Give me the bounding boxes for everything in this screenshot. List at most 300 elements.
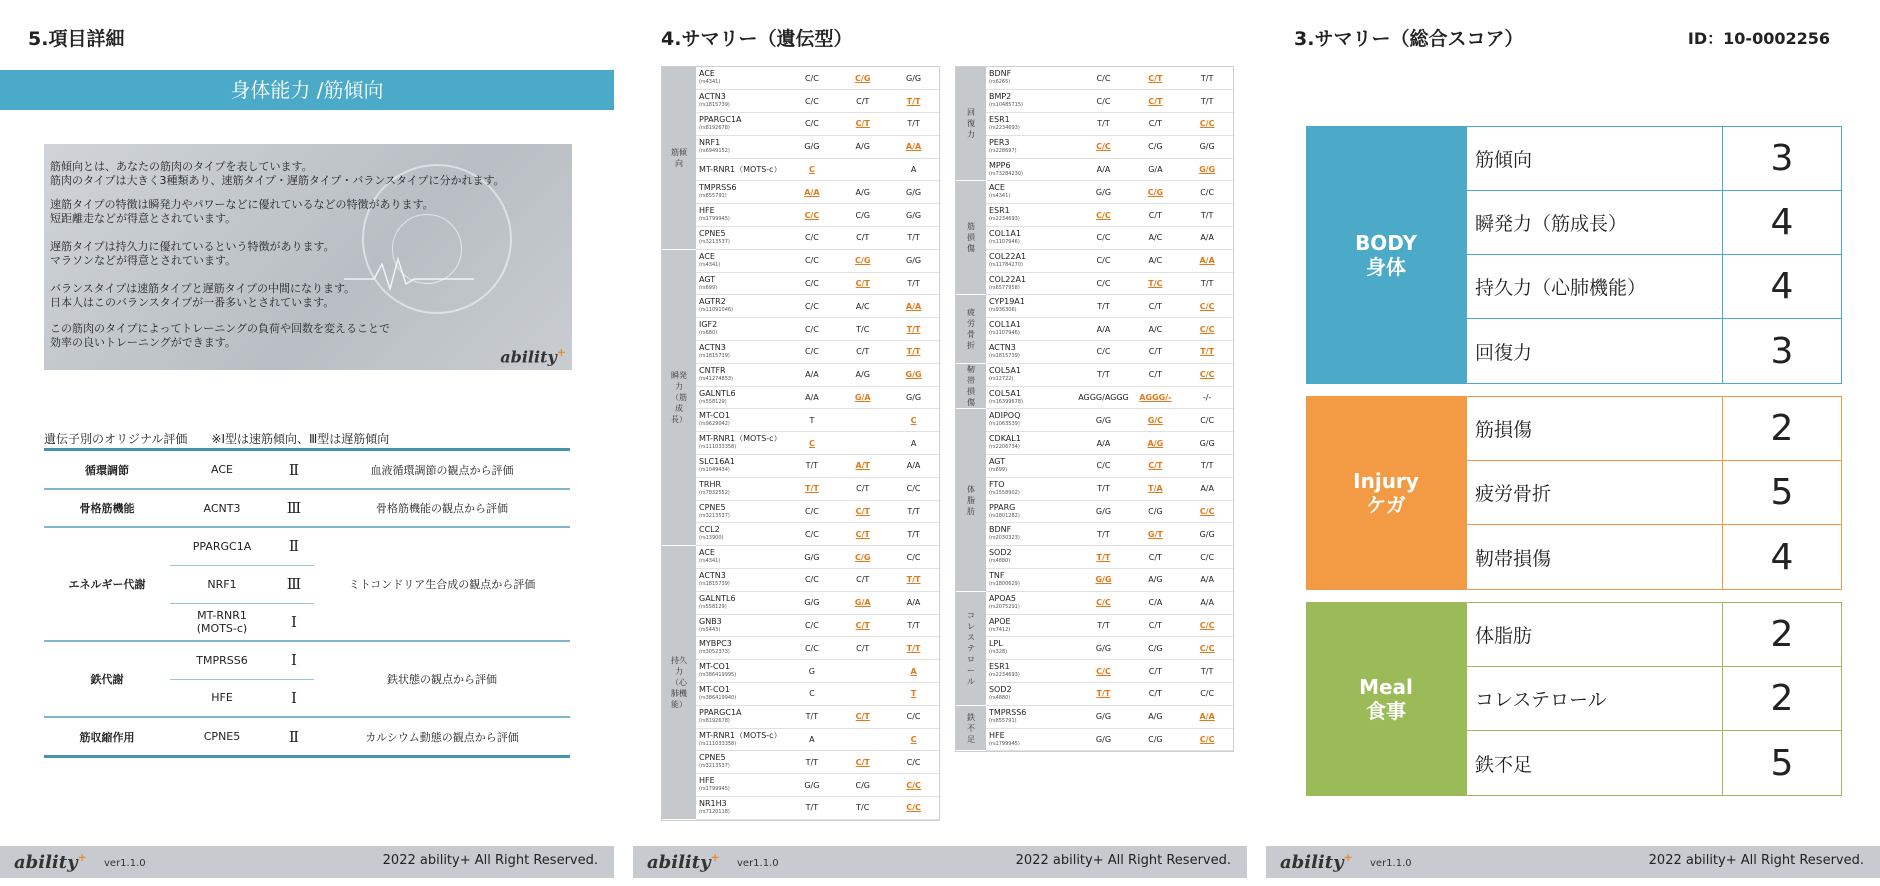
genotype-value: C/C — [1181, 683, 1233, 706]
genotype-row — [662, 728, 939, 751]
genotype-value: C/T — [1129, 614, 1181, 637]
genotype-value: C/G — [837, 249, 888, 272]
genotype-row — [662, 363, 939, 386]
genotype-value: C/C — [1181, 637, 1233, 660]
genotype-value — [837, 432, 888, 455]
genotype-value: C/G — [1129, 181, 1181, 204]
genotype-value: A — [888, 432, 939, 455]
genotype-value: T/T — [888, 318, 939, 341]
gene-name: AGT (rs699) — [986, 455, 1078, 478]
genotype-value: C/T — [1129, 67, 1181, 90]
genotype-row — [956, 249, 1233, 272]
table-caption: 遺伝子別のオリジナル評価 ※Ⅰ型は速筋傾向、Ⅲ型は遅筋傾向 — [44, 432, 390, 446]
genotype-value: C/T — [837, 113, 888, 136]
genotype-row — [956, 637, 1233, 660]
genotype-group-label: 鉄不足 — [956, 705, 986, 751]
genotype-row — [662, 774, 939, 797]
genotype-value: C/T — [837, 477, 888, 500]
gene-name: PER3 (rs228697) — [986, 135, 1078, 158]
genotype-value: T/T — [888, 272, 939, 295]
gene-name: BMP2 (rs10485715) — [986, 90, 1078, 113]
genotype-row — [662, 683, 939, 706]
score-group — [1306, 396, 1842, 590]
gene-name: ACTN3 (rs1815739) — [986, 341, 1078, 364]
genotype-value: C/C — [1181, 295, 1233, 318]
genotype-group-label: コレステロール — [956, 591, 986, 705]
genotype-value: C/C — [1077, 135, 1129, 158]
gene-name: HFE (rs1799945) — [696, 774, 787, 797]
genotype-value: C/C — [1181, 614, 1233, 637]
description-box — [44, 144, 572, 370]
score-group — [1306, 126, 1842, 384]
genotype-row — [956, 341, 1233, 364]
gene-evaluation-table — [44, 448, 570, 758]
gene-name: BDNF (rs2030323) — [986, 523, 1078, 546]
table-row: エネルギー代謝 PPARGC1A Ⅱ ミトコンドリア生合成の観点から評価 — [44, 527, 570, 565]
genotype-row — [956, 546, 1233, 569]
genotype-value: G/G — [1077, 569, 1129, 592]
genotype-value: C/C — [1181, 181, 1233, 204]
genotype-value: A/C — [837, 295, 888, 318]
gene-name: MT-RNR1（MOTS-c） (rs111033358) — [696, 728, 787, 751]
score-row — [1467, 461, 1841, 525]
footer — [1266, 846, 1880, 878]
genotype-value: T/C — [837, 797, 888, 820]
genotype-row — [662, 523, 939, 546]
category-label: Injury ケガ — [1306, 396, 1466, 590]
genotype-value: A/C — [1129, 249, 1181, 272]
gene-name: GALNTL6 (rs558129) — [696, 386, 787, 409]
gene-name: ACTN3 (rs1815739) — [696, 90, 787, 113]
gene-name: CNTFR (rs41274853) — [696, 363, 787, 386]
genotype-value: C/C — [1077, 227, 1129, 250]
genotype-value: T — [787, 409, 838, 432]
genotype-value: T/T — [888, 113, 939, 136]
score-item-name: 体脂肪 — [1467, 603, 1723, 666]
gene-name: ACE (rs4341) — [696, 546, 787, 569]
genotype-value: G/G — [1181, 523, 1233, 546]
genotype-row — [956, 500, 1233, 523]
genotype-row — [662, 386, 939, 409]
genotype-value: C/C — [1077, 660, 1129, 683]
genotype-value: G/G — [888, 67, 939, 90]
score-row — [1467, 319, 1841, 383]
gene-name: COL1A1 (rs1107946) — [986, 227, 1078, 250]
genotype-value: G/C — [1129, 409, 1181, 432]
genotype-value: C/C — [1077, 249, 1129, 272]
genotype-value: T/T — [888, 614, 939, 637]
genotype-row — [956, 363, 1233, 386]
desc-line: マラソンなどが得意とされています。 — [50, 254, 237, 267]
genotype-row — [956, 705, 1233, 728]
genotype-value: C/C — [787, 227, 838, 250]
footer — [633, 846, 1247, 878]
genotype-value: A — [888, 660, 939, 683]
genotype-value: C/T — [837, 569, 888, 592]
genotype-value: G/A — [837, 591, 888, 614]
version-label: ver1.1.0 — [104, 858, 146, 869]
score-value: 5 — [1770, 742, 1794, 784]
genotype-value: C/C — [1077, 591, 1129, 614]
genotype-row — [662, 660, 939, 683]
genotype-value: C/T — [1129, 341, 1181, 364]
score-row — [1467, 525, 1841, 589]
gene-name: ACTN3 (rs1815739) — [696, 569, 787, 592]
gene-name: CPNE5 (rs3213537) — [696, 751, 787, 774]
genotype-row — [662, 295, 939, 318]
genotype-row — [662, 591, 939, 614]
genotype-row — [956, 660, 1233, 683]
genotype-value: G/G — [1181, 135, 1233, 158]
genotype-value: G/A — [1129, 158, 1181, 181]
genotype-value: G/G — [1077, 181, 1129, 204]
genotype-value: C/C — [787, 523, 838, 546]
genotype-group-label: 回復力 — [956, 67, 986, 181]
genotype-group-label: 靭帯損傷 — [956, 363, 986, 409]
genotype-value: C/T — [1129, 660, 1181, 683]
gene-name: TMPRSS6 (rs855791) — [986, 705, 1078, 728]
score-value: 4 — [1770, 266, 1794, 307]
genotype-row — [662, 477, 939, 500]
gene-name: BDNF (rs6265) — [986, 67, 1078, 90]
genotype-value: T/T — [1181, 204, 1233, 227]
panel-genotype-summary — [633, 0, 1247, 886]
genotype-value: C/C — [1181, 409, 1233, 432]
genotype-group-label: 筋損傷 — [956, 181, 986, 295]
desc-line: この筋肉のタイプによってトレーニングの負荷や回数を変えることで — [50, 322, 391, 335]
genotype-value: C/T — [1129, 546, 1181, 569]
genotype-value: G/G — [888, 181, 939, 204]
gene-name: COL22A1 (rs6577958) — [986, 272, 1078, 295]
gene-name: MT-RNR1（MOTS-c） — [696, 158, 787, 181]
genotype-value: A/A — [888, 591, 939, 614]
genotype-value: T/T — [1181, 341, 1233, 364]
footer-logo: ability+ — [647, 851, 720, 873]
genotype-row — [956, 113, 1233, 136]
gene-name: TNF (rs1800629) — [986, 569, 1078, 592]
genotype-value: C/C — [787, 272, 838, 295]
gene-name: COL22A1 (rs11784270) — [986, 249, 1078, 272]
genotype-value: G/T — [1129, 523, 1181, 546]
genotype-value: G/G — [888, 363, 939, 386]
genotype-value: C/G — [1129, 728, 1181, 751]
score-row — [1467, 731, 1841, 795]
genotype-row — [662, 272, 939, 295]
genotype-row — [956, 432, 1233, 455]
genotype-value: C/C — [1181, 318, 1233, 341]
genotype-value: G — [787, 660, 838, 683]
genotype-row — [956, 683, 1233, 706]
genotype-value: C/T — [1129, 295, 1181, 318]
score-row — [1467, 397, 1841, 461]
desc-line: 遅筋タイプは持久力に優れているという特徴があります。 — [50, 240, 335, 253]
genotype-value: A/A — [1181, 477, 1233, 500]
genotype-row — [956, 227, 1233, 250]
genotype-value: C/G — [837, 774, 888, 797]
genotype-value: C/C — [888, 546, 939, 569]
genotype-value: G/G — [1077, 637, 1129, 660]
genotype-group-label: 体脂肪 — [956, 409, 986, 591]
genotype-row — [662, 158, 939, 181]
genotype-value: C/C — [787, 113, 838, 136]
section-banner: 身体能力 /筋傾向 — [0, 70, 614, 110]
genotype-row — [956, 409, 1233, 432]
genotype-value: C/G — [837, 546, 888, 569]
genotype-value: A/G — [1129, 569, 1181, 592]
genotype-value: T/T — [1077, 295, 1129, 318]
genotype-column-right — [955, 66, 1234, 752]
genotype-value: C/C — [787, 318, 838, 341]
genotype-value: C/C — [1181, 363, 1233, 386]
genotype-value: G/G — [787, 546, 838, 569]
genotype-value: C/T — [837, 227, 888, 250]
genotype-value: -/- — [1181, 386, 1233, 409]
gene-name: MT-RNR1（MOTS-c） (rs111033358) — [696, 432, 787, 455]
score-item-name: 靭帯損傷 — [1467, 525, 1723, 589]
genotype-row — [956, 135, 1233, 158]
score-value: 2 — [1770, 408, 1794, 449]
page-title: 4.サマリー（遺伝型） — [661, 28, 853, 50]
genotype-value: C/T — [837, 500, 888, 523]
score-value: 2 — [1770, 678, 1794, 719]
genotype-value: T/T — [888, 637, 939, 660]
gene-name: AGTR2 (rs11091046) — [696, 295, 787, 318]
table-row: 筋収縮作用 CPNE5 Ⅱ カルシウム動態の観点から評価 — [44, 717, 570, 755]
gene-name: ACE (rs4341) — [696, 67, 787, 90]
genotype-value: C/C — [787, 341, 838, 364]
genotype-row — [956, 614, 1233, 637]
genotype-value: AGGG/AGGG — [1077, 386, 1129, 409]
genotype-row — [662, 113, 939, 136]
genotype-value: C/T — [1129, 363, 1181, 386]
genotype-value: A/G — [837, 181, 888, 204]
genotype-row — [662, 318, 939, 341]
genotype-value: C/C — [787, 295, 838, 318]
genotype-column-left — [661, 66, 940, 821]
table-row: HFE Ⅰ — [44, 679, 570, 717]
desc-line: 筋肉のタイプは大きく3種類あり、速筋タイプ・遅筋タイプ・バランスタイプに分かれます。 — [50, 174, 505, 187]
genotype-row — [662, 341, 939, 364]
genotype-row — [662, 705, 939, 728]
gene-name: GALNTL6 (rs558129) — [696, 591, 787, 614]
genotype-row — [662, 432, 939, 455]
genotype-value: T/T — [888, 569, 939, 592]
genotype-value: T/T — [1077, 546, 1129, 569]
score-item-name: 鉄不足 — [1467, 731, 1723, 795]
genotype-row — [956, 295, 1233, 318]
score-row — [1467, 667, 1841, 731]
genotype-value: C/C — [1077, 455, 1129, 478]
genotype-row — [662, 797, 939, 820]
score-item-name: 持久力（心肺機能） — [1467, 255, 1723, 318]
genotype-value: G/G — [1077, 705, 1129, 728]
genotype-group-label: 持久力（心肺機能） — [662, 546, 696, 820]
genotype-value: G/G — [1077, 728, 1129, 751]
version-label: ver1.1.0 — [737, 858, 779, 869]
genotype-value: T/T — [787, 705, 838, 728]
gene-name: COL1A1 (rs1107946) — [986, 318, 1078, 341]
gene-name: FTO (rs1558902) — [986, 477, 1078, 500]
genotype-value: C/T — [1129, 90, 1181, 113]
genotype-value: C/C — [787, 67, 838, 90]
id-label: ID：10-0002256 — [1687, 29, 1830, 48]
genotype-value: C/T — [1129, 683, 1181, 706]
genotype-value: T/T — [888, 341, 939, 364]
genotype-value: C/C — [888, 705, 939, 728]
score-item-name: コレステロール — [1467, 667, 1723, 730]
genotype-row — [956, 272, 1233, 295]
genotype-row — [662, 614, 939, 637]
gene-name: CYP19A1 (rs936306) — [986, 295, 1078, 318]
genotype-value: T/T — [1077, 363, 1129, 386]
gene-name: NRF1 (rs6949152) — [696, 135, 787, 158]
genotype-group-label: 瞬発力（筋成長） — [662, 249, 696, 545]
score-item-name: 瞬発力（筋成長） — [1467, 191, 1723, 254]
genotype-row — [662, 409, 939, 432]
panel-item-detail — [0, 0, 614, 886]
footer-logo: ability+ — [1280, 851, 1353, 873]
genotype-value: A/A — [1181, 569, 1233, 592]
genotype-value: C — [787, 683, 838, 706]
page-title: 3.サマリー（総合スコア） — [1294, 28, 1524, 50]
genotype-value: T/C — [1129, 272, 1181, 295]
gene-name: CPNE5 (rs3213537) — [696, 227, 787, 250]
table-row: NRF1 Ⅲ — [44, 565, 570, 603]
genotype-value: T/A — [1129, 477, 1181, 500]
gene-name: PPARGC1A (rs8192678) — [696, 113, 787, 136]
genotype-row — [662, 637, 939, 660]
genotype-value: C/C — [787, 90, 838, 113]
score-value: 5 — [1770, 472, 1794, 513]
gene-name: MYBPC3 (rs3052373) — [696, 637, 787, 660]
genotype-value: C/C — [787, 637, 838, 660]
genotype-value: T/C — [837, 318, 888, 341]
gene-name: NR1H3 (rs7120118) — [696, 797, 787, 820]
score-value: 3 — [1770, 138, 1794, 179]
copyright: 2022 ability+ All Right Reserved. — [1648, 853, 1864, 868]
genotype-value: A/C — [1129, 227, 1181, 250]
genotype-row — [662, 90, 939, 113]
genotype-value: T/T — [1077, 477, 1129, 500]
table-row: 循環調節 ACE Ⅱ 血液循環調節の観点から評価 — [85, 460, 514, 479]
genotype-value: T/T — [1181, 67, 1233, 90]
genotype-value: C/C — [1077, 272, 1129, 295]
genotype-value: T — [888, 683, 939, 706]
genotype-value: C/C — [1181, 113, 1233, 136]
page-title: 5.項目詳細 — [28, 28, 125, 50]
genotype-value: G/G — [1077, 409, 1129, 432]
genotype-value: C/T — [837, 90, 888, 113]
genotype-row — [956, 728, 1233, 751]
gene-name: CDKAL1 (rs2206734) — [986, 432, 1078, 455]
genotype-value: AGGG/- — [1129, 386, 1181, 409]
genotype-value: C/C — [888, 774, 939, 797]
genotype-value: A/G — [837, 135, 888, 158]
genotype-value: C/A — [1129, 591, 1181, 614]
genotype-value: C/T — [837, 705, 888, 728]
genotype-row — [662, 181, 939, 204]
score-item-name: 筋傾向 — [1467, 127, 1723, 190]
gene-name: ESR1 (rs2234693) — [986, 204, 1078, 227]
category-label: Meal 食事 — [1306, 602, 1466, 796]
genotype-row — [956, 455, 1233, 478]
genotype-value: G/G — [787, 135, 838, 158]
genotype-value: C/C — [888, 477, 939, 500]
gene-name: APOA5 (rs2075291) — [986, 591, 1078, 614]
genotype-value: C/G — [837, 67, 888, 90]
genotype-value: G/G — [1181, 432, 1233, 455]
score-row — [1467, 255, 1841, 319]
ability-logo: ability+ — [500, 345, 566, 366]
gene-name: COL5A1 (rs12722) — [986, 363, 1078, 386]
category-label: BODY 身体 — [1306, 126, 1466, 384]
genotype-value: C/T — [837, 523, 888, 546]
genotype-value: T/T — [1077, 523, 1129, 546]
gene-name: IGF2 (rs680) — [696, 318, 787, 341]
genotype-value — [837, 158, 888, 181]
genotype-row — [662, 227, 939, 250]
genotype-value: A/A — [1181, 591, 1233, 614]
footer-logo: ability+ — [14, 851, 87, 873]
score-item-name: 筋損傷 — [1467, 397, 1723, 460]
genotype-row — [956, 523, 1233, 546]
score-row — [1467, 603, 1841, 667]
genotype-value: T/T — [1077, 614, 1129, 637]
gene-name: ESR1 (rs2234693) — [986, 113, 1078, 136]
gene-name: TRHR (rs7832552) — [696, 477, 787, 500]
genotype-value: C/C — [888, 751, 939, 774]
genotype-value: C/T — [837, 341, 888, 364]
genotype-value: C/G — [1129, 500, 1181, 523]
genotype-value — [837, 409, 888, 432]
genotype-value: T/T — [787, 797, 838, 820]
gene-name: TMPRSS6 (rs855791) — [696, 181, 787, 204]
genotype-value: T/T — [787, 477, 838, 500]
gene-name: AGT (rs699) — [696, 272, 787, 295]
version-label: ver1.1.0 — [1370, 858, 1412, 869]
genotype-value: A/A — [888, 295, 939, 318]
genotype-value: T/T — [1181, 660, 1233, 683]
genotype-row — [956, 204, 1233, 227]
genotype-value: C/G — [1129, 637, 1181, 660]
gene-name: SOD2 (rs4880) — [986, 546, 1078, 569]
genotype-row — [662, 500, 939, 523]
gene-name: ACE (rs4341) — [696, 249, 787, 272]
score-group — [1306, 602, 1842, 796]
genotype-row — [956, 158, 1233, 181]
table-row: MT-RNR1 (MOTS-c) Ⅰ — [44, 603, 570, 641]
copyright: 2022 ability+ All Right Reserved. — [382, 853, 598, 868]
genotype-row — [956, 318, 1233, 341]
genotype-value: G/G — [787, 774, 838, 797]
genotype-value: A — [787, 728, 838, 751]
gene-name: GNB3 (rs5443) — [696, 614, 787, 637]
gene-name: MT-CO1 (rs9629042) — [696, 409, 787, 432]
genotype-value: T/T — [1181, 272, 1233, 295]
genotype-value: C/C — [1077, 341, 1129, 364]
gene-name: CCL2 (rs13900) — [696, 523, 787, 546]
genotype-value — [837, 660, 888, 683]
gene-name: CPNE5 (rs3213537) — [696, 500, 787, 523]
genotype-value: A/G — [1129, 432, 1181, 455]
score-row — [1467, 191, 1841, 255]
genotype-group-label: 筋傾向 — [662, 67, 696, 249]
genotype-value: T/T — [1181, 90, 1233, 113]
genotype-value: A/A — [1077, 158, 1129, 181]
genotype-value: G/A — [837, 386, 888, 409]
score-value: 4 — [1770, 536, 1794, 578]
gene-name: ACTN3 (rs1815739) — [696, 341, 787, 364]
